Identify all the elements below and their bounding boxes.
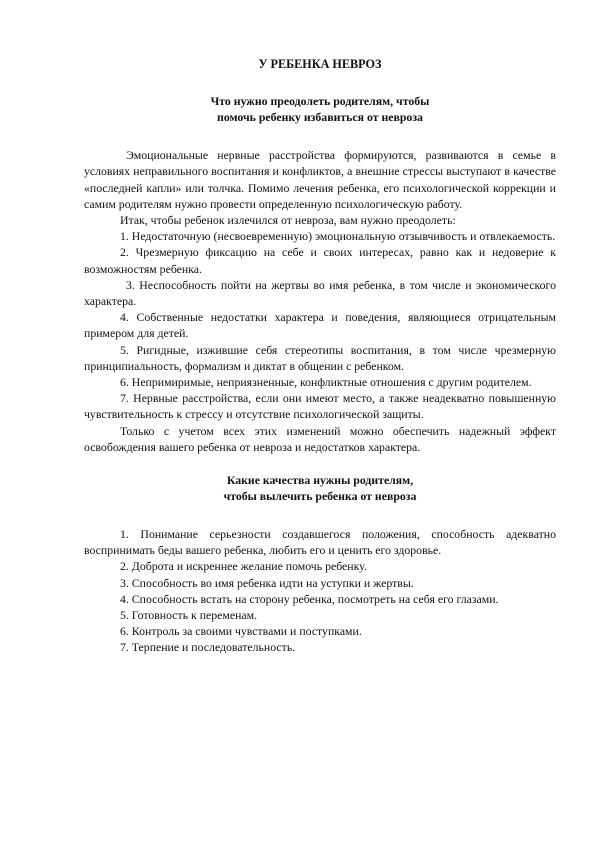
section2-item-3: 3. Способность во имя ребенка идти на уступки и жертвы. — [120, 575, 414, 590]
section1-item-3: 3. Неспособность пойти на жертвы во имя ребенка, в том числе и экономического характера. — [84, 277, 556, 309]
section1-item-2: 2. Чрезмерную фиксацию на себе и своих интересах, равно как и недоверие к возможностям ребенка. — [84, 245, 556, 276]
section2-item-7: 7. Терпение и последовательность. — [120, 640, 296, 655]
section1-item-5: 5. Ригидные, изжившие себя стереотипы воспитания, в том числе чрезмерную принципиальность, формализм и диктат в общении с ребенком. — [84, 342, 556, 373]
section2-heading-line2: чтобы вылечить ребенка от невроза — [223, 489, 417, 504]
section1-item-1: 1. Недостаточную (несвоевременную) эмоциональную отзывчивость и отвлекаемость. — [120, 229, 556, 244]
section2-heading — [84, 472, 556, 504]
section1-item-7: 7. Нервные расстройства, если они имеют место, а также неадекватно повышенную чувствительность к стрессу и отсутствие психологической защиты. — [84, 391, 556, 422]
document-title: У РЕБЕНКА НЕВРОЗ — [258, 57, 382, 71]
section2-item-6: 6. Контроль за своими чувствами и поступками. — [120, 624, 362, 639]
section2-heading-line1: Какие качества нужны родителям, — [226, 473, 414, 488]
section2-item-2: 2. Доброта и искреннее желание помочь ребенку. — [120, 559, 367, 574]
section2-item-5: 5. Готовность к переменам. — [120, 608, 258, 623]
document-content — [84, 56, 556, 656]
section1-heading — [84, 93, 556, 125]
section1-conclusion: Только с учетом всех этих изменений можно обеспечить надежный эффект освобождения вашего ребенка от невроза и недостатков характера. — [84, 423, 556, 454]
section1-item-4: 4. Собственные недостатки характера и поведения, являющиеся отрицательным примером для детей. — [84, 310, 556, 341]
section2-item-1: 1. Понимание серьезности создавшегося положения, способность адекватно воспринимать беды вашего ребенка, любить его и ценить его здоровье. — [84, 527, 556, 558]
section1-heading-line1: Что нужно преодолеть родителям, чтобы — [210, 94, 430, 109]
section1-intro: Эмоциональные нервные расстройства формируются, развиваются в семье в условиях неправильного воспитания и конфликтов, а внешние стрессы выступают в качестве «последней капли» или толчка. Помимо лечения ребенка, его психологической коррекции и самим родителям нужно провести определенную психологическую работу. — [84, 148, 556, 211]
section1-item-6: 6. Непримиримые, неприязненные, конфликтные отношения с другим родителем. — [120, 375, 532, 390]
section1-heading-line2: помочь ребенку избавиться от невроза — [217, 110, 423, 125]
section1-lead: Итак, чтобы ребенок излечился от невроза, вам нужно преодолеть: — [120, 213, 456, 228]
section2-item-4: 4. Способность встать на сторону ребенка, посмотреть на себя его глазами. — [120, 591, 499, 606]
